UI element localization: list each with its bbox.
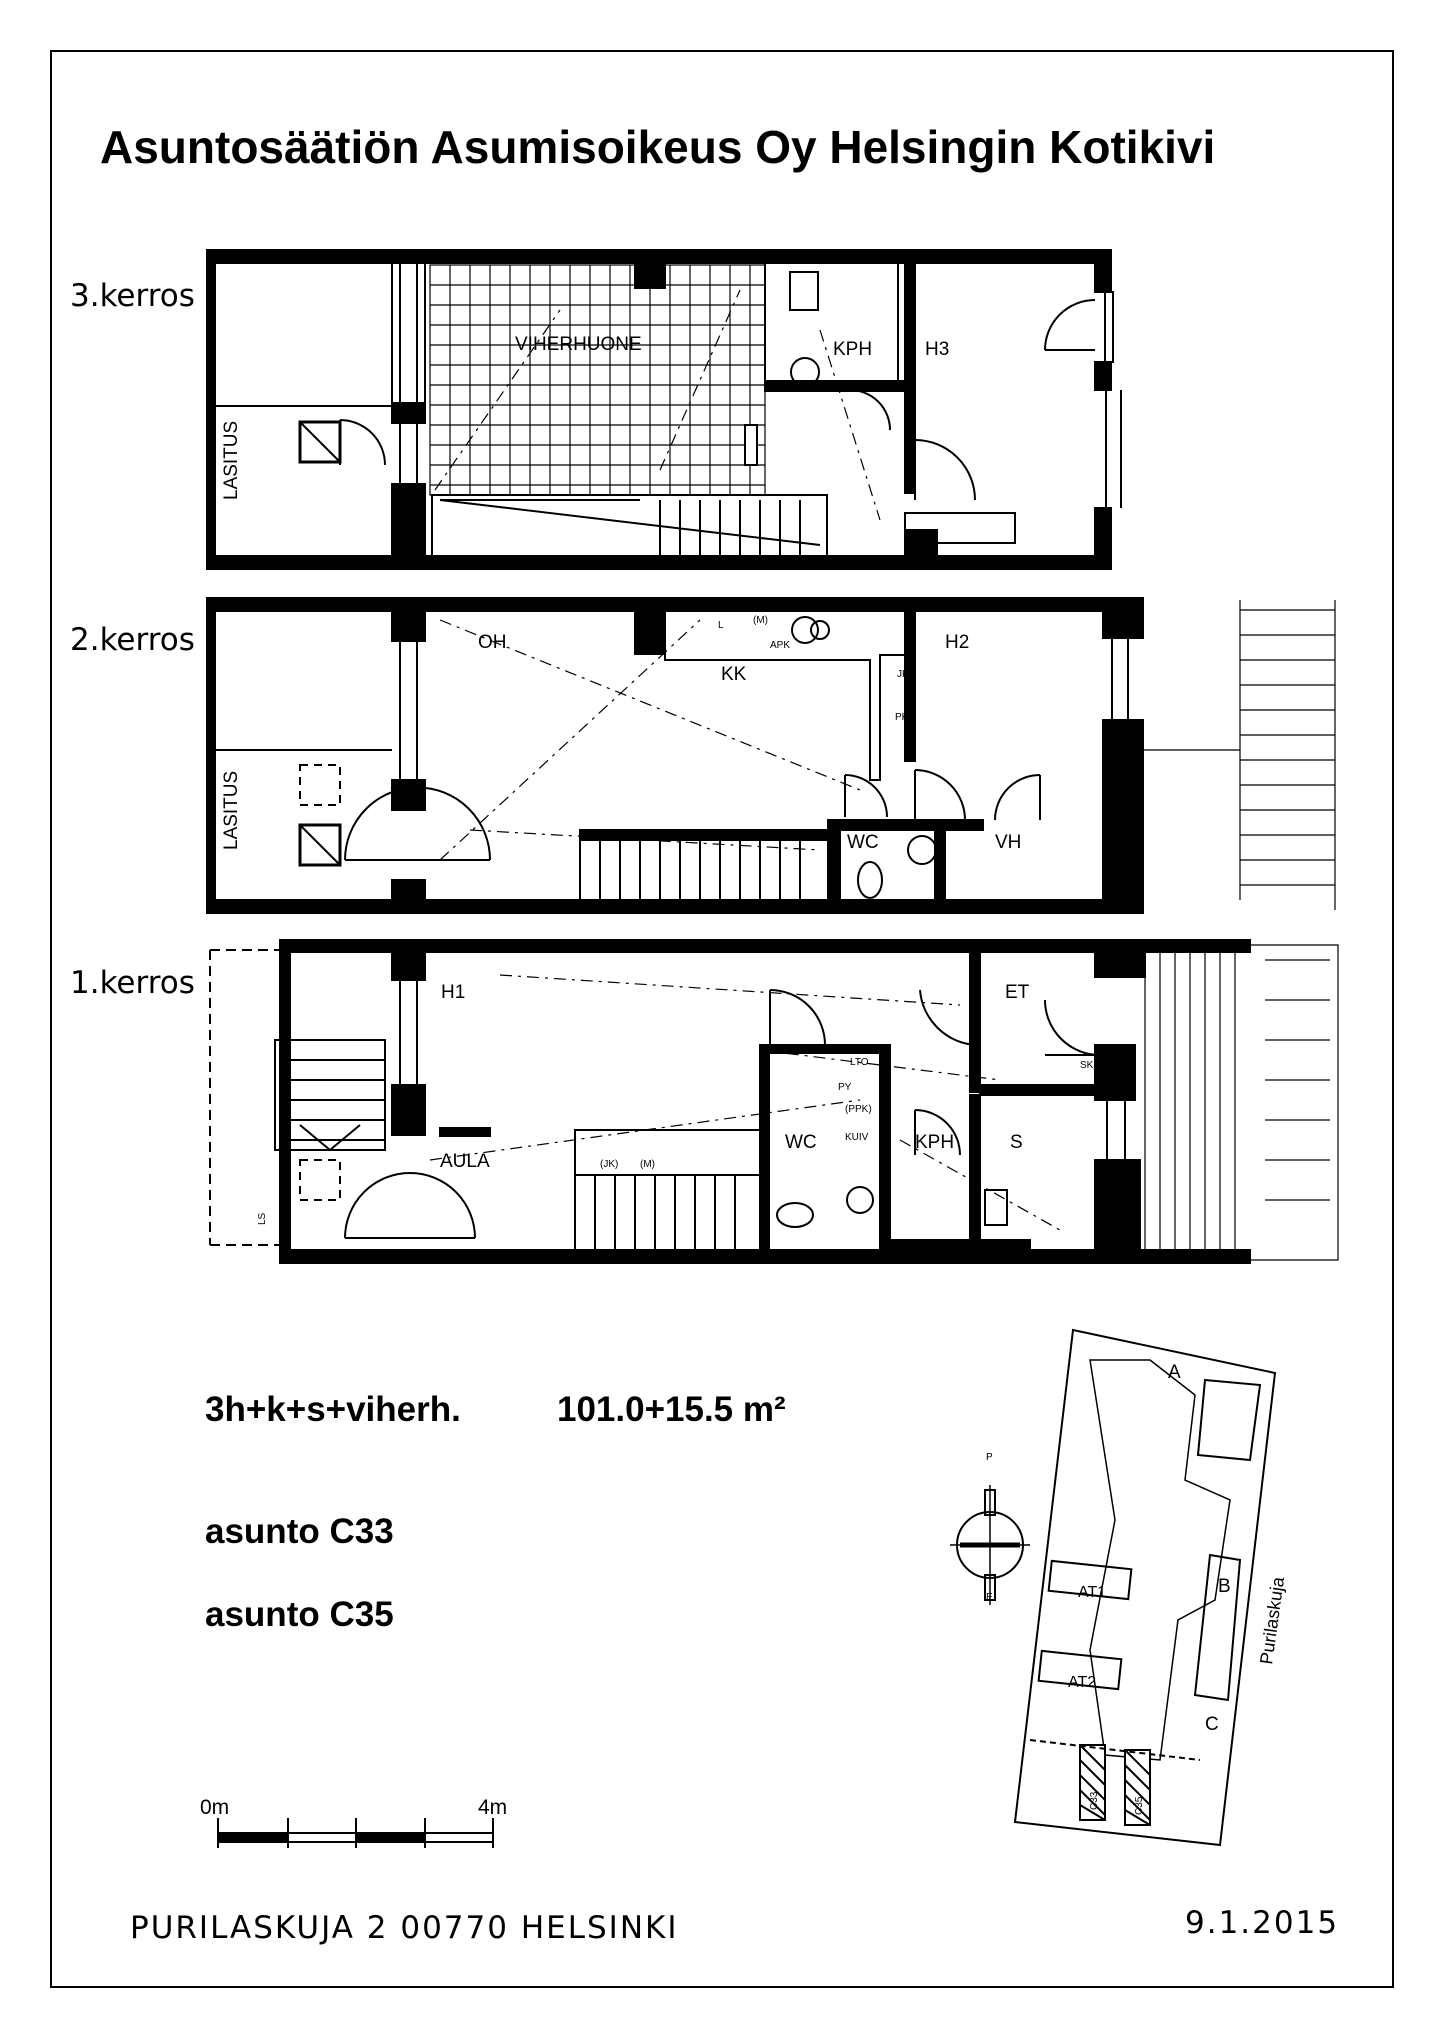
room-lasitus-2: LASITUS <box>221 770 242 850</box>
site-plan <box>1015 1330 1275 1845</box>
fixture-sk: SK <box>1080 1060 1094 1071</box>
fixture-m-2: (M) <box>753 615 768 626</box>
floor-plan-1 <box>210 940 1338 1263</box>
floor-label-2: 2.kerros <box>70 622 195 658</box>
room-lasitus-3: LASITUS <box>221 420 242 500</box>
apartment-unit-c33: asunto C33 <box>205 1512 394 1551</box>
room-kph-1: KPH <box>915 1132 955 1153</box>
floor-label-3: 3.kerros <box>70 278 195 314</box>
room-h2: H2 <box>945 632 970 653</box>
fixture-pk: PK <box>895 712 909 723</box>
fixture-l: L <box>718 620 724 631</box>
date: 9.1.2015 <box>1185 1905 1340 1941</box>
floor-label-1: 1.kerros <box>70 965 195 1001</box>
site-label-c35: C35 <box>1134 1796 1145 1815</box>
street-name: Purilaskuja <box>1256 1575 1289 1666</box>
room-h3: H3 <box>925 339 950 360</box>
site-label-at1: AT1 <box>1078 1584 1107 1601</box>
fixture-jk-1: (JK) <box>600 1159 619 1170</box>
room-s: S <box>1010 1132 1023 1153</box>
room-et: ET <box>1005 982 1030 1003</box>
room-wc-1: WC <box>785 1132 817 1153</box>
fixture-kuiv: KUIV <box>845 1132 869 1143</box>
compass-north: P <box>986 1452 993 1463</box>
scale-bar <box>218 1818 493 1848</box>
fixture-apk: APK <box>770 640 791 651</box>
fixture-py: PY <box>838 1082 852 1093</box>
address: PURILASKUJA 2 00770 HELSINKI <box>130 1910 679 1946</box>
fixture-lto: LTO <box>850 1057 869 1068</box>
apartment-area: 101.0+15.5 m² <box>557 1390 786 1429</box>
apartment-type: 3h+k+s+viherh. <box>205 1390 461 1429</box>
page-title: Asuntosäätiön Asumisoikeus Oy Helsingin Kotikivi <box>100 121 1216 173</box>
compass-east: E <box>986 1592 993 1603</box>
site-label-c: C <box>1205 1714 1219 1735</box>
room-kk: KK <box>721 664 747 685</box>
site-label-b: B <box>1218 1576 1231 1597</box>
site-label-a: A <box>1168 1362 1181 1383</box>
site-label-c33: C33 <box>1089 1791 1100 1810</box>
floor-plan-3 <box>207 250 1121 569</box>
fixture-ppk: (PPK) <box>845 1104 872 1115</box>
room-aula: AULA <box>440 1151 490 1172</box>
site-label-at2: AT2 <box>1068 1674 1097 1691</box>
room-oh: OH <box>478 632 507 653</box>
compass-icon <box>950 1485 1030 1605</box>
apartment-unit-c35: asunto C35 <box>205 1595 394 1634</box>
site-plan-labels <box>986 1362 1288 1815</box>
room-h1: H1 <box>441 982 466 1003</box>
room-labels-3 <box>221 334 949 500</box>
scale-end-label: 4m <box>478 1796 508 1819</box>
scale-start-label: 0m <box>200 1796 230 1819</box>
fixture-m-1: (M) <box>640 1159 655 1170</box>
room-labels-2 <box>221 615 1021 853</box>
fixture-jk-2: JK <box>897 669 909 680</box>
room-kph-3: KPH <box>833 339 873 360</box>
room-wc-2: WC <box>847 832 879 853</box>
room-ls: LS <box>257 1212 268 1225</box>
room-vh: VH <box>995 832 1022 853</box>
room-viherhuone: VIHERHUONE <box>515 334 642 355</box>
